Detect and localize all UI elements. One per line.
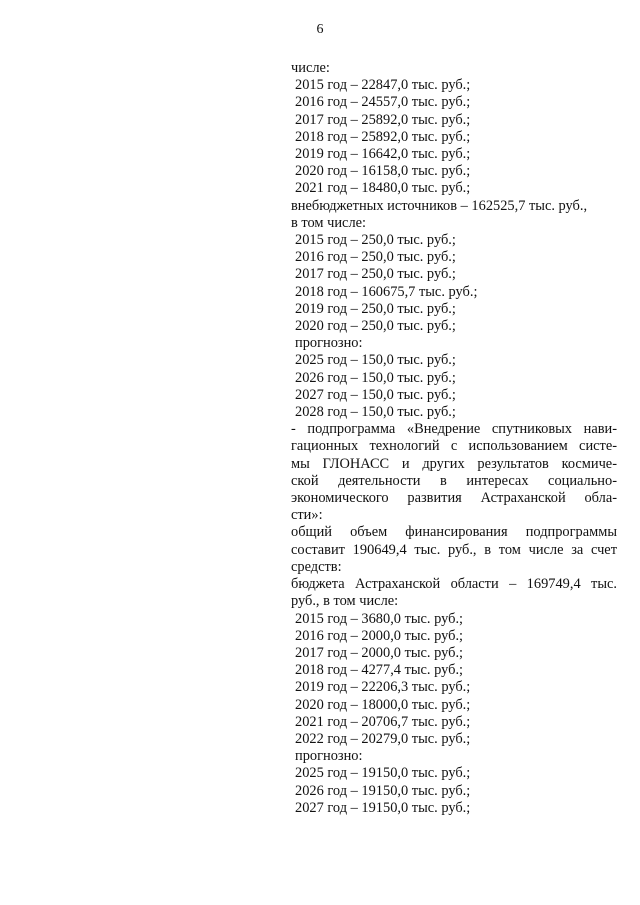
text-line: руб., в том числе: — [291, 593, 399, 610]
funding-year-line: 2028 год – 150,0 тыс. руб.; — [295, 404, 456, 421]
subprogram-title-line: ской деятельности в интересах социально- — [291, 472, 617, 489]
subprogram-title-line: экономического развития Астраханской обла- — [291, 490, 617, 507]
funding-year-line: 2020 год – 250,0 тыс. руб.; — [295, 318, 456, 335]
text-line: числе: — [291, 60, 330, 76]
text-line: общий объем финансирования подпрограммы — [291, 524, 617, 541]
funding-year-line: 2015 год – 250,0 тыс. руб.; — [295, 232, 456, 249]
funding-year-line: 2026 год – 19150,0 тыс. руб.; — [295, 782, 471, 799]
funding-year-line: 2027 год – 19150,0 тыс. руб.; — [295, 799, 471, 816]
funding-year-line: 2025 год – 19150,0 тыс. руб.; — [295, 765, 471, 782]
funding-year-line: 2018 год – 4277,4 тыс. руб.; — [295, 662, 464, 679]
document-body — [291, 60, 617, 817]
funding-year-line: 2016 год – 250,0 тыс. руб.; — [295, 249, 456, 266]
funding-year-line: 2017 год – 250,0 тыс. руб.; — [295, 266, 456, 283]
funding-year-line: 2016 год – 24557,0 тыс. руб.; — [295, 94, 471, 111]
funding-year-line: 2025 год – 150,0 тыс. руб.; — [295, 352, 456, 369]
subprogram-title-line: сти»: — [291, 507, 323, 524]
text-line: составит 190649,4 тыс. руб., в том числе за счет — [291, 541, 617, 558]
text-line: прогнозно: — [295, 748, 363, 765]
funding-year-line: 2018 год – 25892,0 тыс. руб.; — [295, 128, 471, 145]
funding-year-line: 2019 год – 22206,3 тыс. руб.; — [295, 679, 471, 696]
funding-year-line: 2015 год – 3680,0 тыс. руб.; — [295, 610, 464, 627]
funding-year-line: 2015 год – 22847,0 тыс. руб.; — [295, 77, 471, 94]
text-line: средств: — [291, 558, 342, 575]
funding-year-line: 2022 год – 20279,0 тыс. руб.; — [295, 730, 471, 747]
text-line: внебюджетных источников – 162525,7 тыс. руб., — [291, 197, 588, 214]
page-number: 6 — [316, 22, 324, 37]
text-line: бюджета Астраханской области – 169749,4 тыс. — [291, 576, 617, 593]
funding-year-line: 2027 год – 150,0 тыс. руб.; — [295, 386, 456, 403]
funding-year-line: 2019 год – 250,0 тыс. руб.; — [295, 300, 456, 317]
text-line: в том числе: — [291, 214, 367, 231]
subprogram-title-line: - подпрограмма «Внедрение спутниковых нави- — [291, 421, 617, 438]
funding-year-line: 2021 год – 18480,0 тыс. руб.; — [295, 180, 471, 197]
funding-year-line: 2020 год – 16158,0 тыс. руб.; — [295, 163, 471, 180]
funding-year-line: 2018 год – 160675,7 тыс. руб.; — [295, 283, 478, 300]
subprogram-title-line: гационных технологий с использованием систе- — [291, 438, 617, 455]
funding-year-line: 2019 год – 16642,0 тыс. руб.; — [295, 146, 471, 163]
subprogram-title-line: мы ГЛОНАСС и других результатов космиче- — [291, 455, 617, 472]
funding-year-line: 2016 год – 2000,0 тыс. руб.; — [295, 627, 464, 644]
funding-year-line: 2026 год – 150,0 тыс. руб.; — [295, 369, 456, 386]
funding-year-line: 2020 год – 18000,0 тыс. руб.; — [295, 696, 471, 713]
text-line: прогнозно: — [295, 335, 363, 352]
funding-year-line: 2017 год – 2000,0 тыс. руб.; — [295, 644, 464, 661]
funding-year-line: 2017 год – 25892,0 тыс. руб.; — [295, 111, 471, 128]
funding-year-line: 2021 год – 20706,7 тыс. руб.; — [295, 713, 471, 730]
